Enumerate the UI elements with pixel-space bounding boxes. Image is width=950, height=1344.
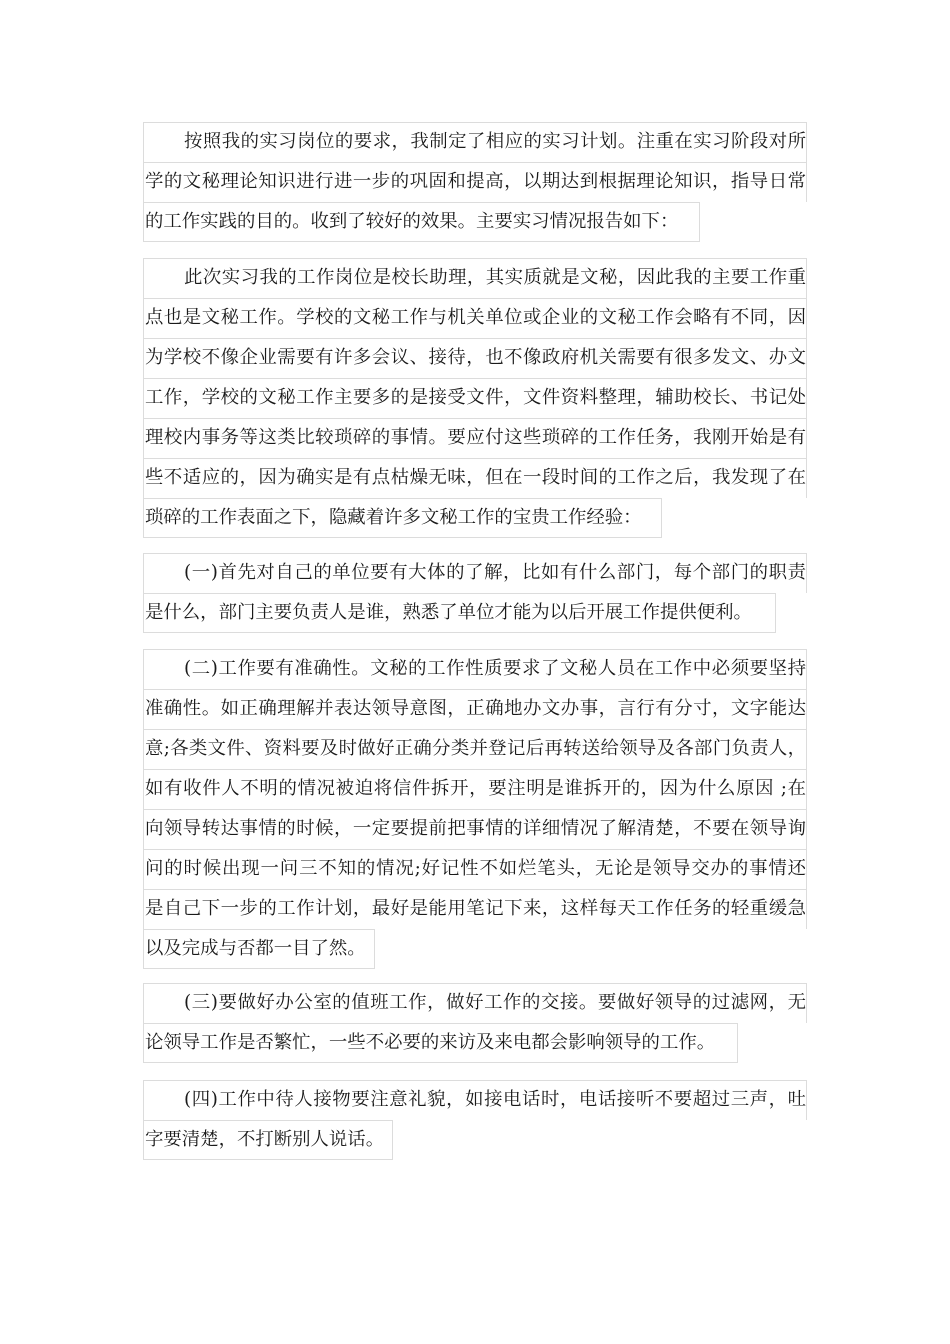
text-line: 为学校不像企业需要有许多会议、接待，也不像政府机关需要有很多发文、办文: [143, 338, 807, 378]
text-line: (四)工作中待人接物要注意礼貌，如接电话时，电话接听不要超过三声，吐: [143, 1080, 807, 1120]
text-line: (三)要做好办公室的值班工作，做好工作的交接。要做好领导的过滤网，无: [143, 983, 807, 1023]
text-line: 点也是文秘工作。学校的文秘工作与机关单位或企业的文秘工作会略有不同，因: [143, 298, 807, 338]
text-line: 是什么，部门主要负责人是谁，熟悉了单位才能为以后开展工作提供便利。: [143, 593, 776, 633]
text-line: 字要清楚，不打断别人说话。: [143, 1120, 393, 1160]
paragraph-item-three: [143, 983, 807, 1063]
text-line: 按照我的实习岗位的要求，我制定了相应的实习计划。注重在实习阶段对所: [143, 122, 807, 162]
text-line: 问的时候出现一问三不知的情况;好记性不如烂笔头，无论是领导交办的事情还: [143, 849, 807, 889]
text-line: 论领导工作是否繁忙，一些不必要的来访及来电都会影响领导的工作。: [143, 1023, 738, 1063]
text-line: 此次实习我的工作岗位是校长助理，其实质就是文秘，因此我的主要工作重: [143, 258, 807, 298]
text-line: 以及完成与否都一目了然。: [143, 929, 375, 969]
paragraph-item-four: [143, 1080, 807, 1160]
text-line: 学的文秘理论知识进行进一步的巩固和提高，以期达到根据理论知识，指导日常: [143, 162, 807, 202]
text-line: 向领导转达事情的时候，一定要提前把事情的详细情况了解清楚，不要在领导询: [143, 809, 807, 849]
paragraph-item-one: [143, 553, 807, 633]
text-line: 意;各类文件、资料要及时做好正确分类并登记后再转送给领导及各部门负责人，: [143, 729, 807, 769]
text-line: (二)工作要有准确性。文秘的工作性质要求了文秘人员在工作中必须要坚持: [143, 649, 807, 689]
text-line: 如有收件人不明的情况被迫将信件拆开，要注明是谁拆开的，因为什么原因 ;在: [143, 769, 807, 809]
paragraph-job-position: [143, 258, 807, 538]
paragraph-item-two: [143, 649, 807, 969]
text-line: 理校内事务等这类比较琐碎的事情。要应付这些琐碎的工作任务，我刚开始是有: [143, 418, 807, 458]
text-line: 工作，学校的文秘工作主要多的是接受文件，文件资料整理，辅助校长、书记处: [143, 378, 807, 418]
text-line: (一)首先对自己的单位要有大体的了解，比如有什么部门，每个部门的职责: [143, 553, 807, 593]
text-line: 是自己下一步的工作计划，最好是能用笔记下来，这样每天工作任务的轻重缓急: [143, 889, 807, 929]
text-line: 准确性。如正确理解并表达领导意图，正确地办文办事，言行有分寸，文字能达: [143, 689, 807, 729]
text-line: 琐碎的工作表面之下，隐藏着许多文秘工作的宝贵工作经验：: [143, 498, 662, 538]
text-line: 些不适应的，因为确实是有点枯燥无味，但在一段时间的工作之后，我发现了在: [143, 458, 807, 498]
paragraph-internship-plan: [143, 122, 807, 242]
text-line: 的工作实践的目的。收到了较好的效果。主要实习情况报告如下：: [143, 202, 700, 242]
